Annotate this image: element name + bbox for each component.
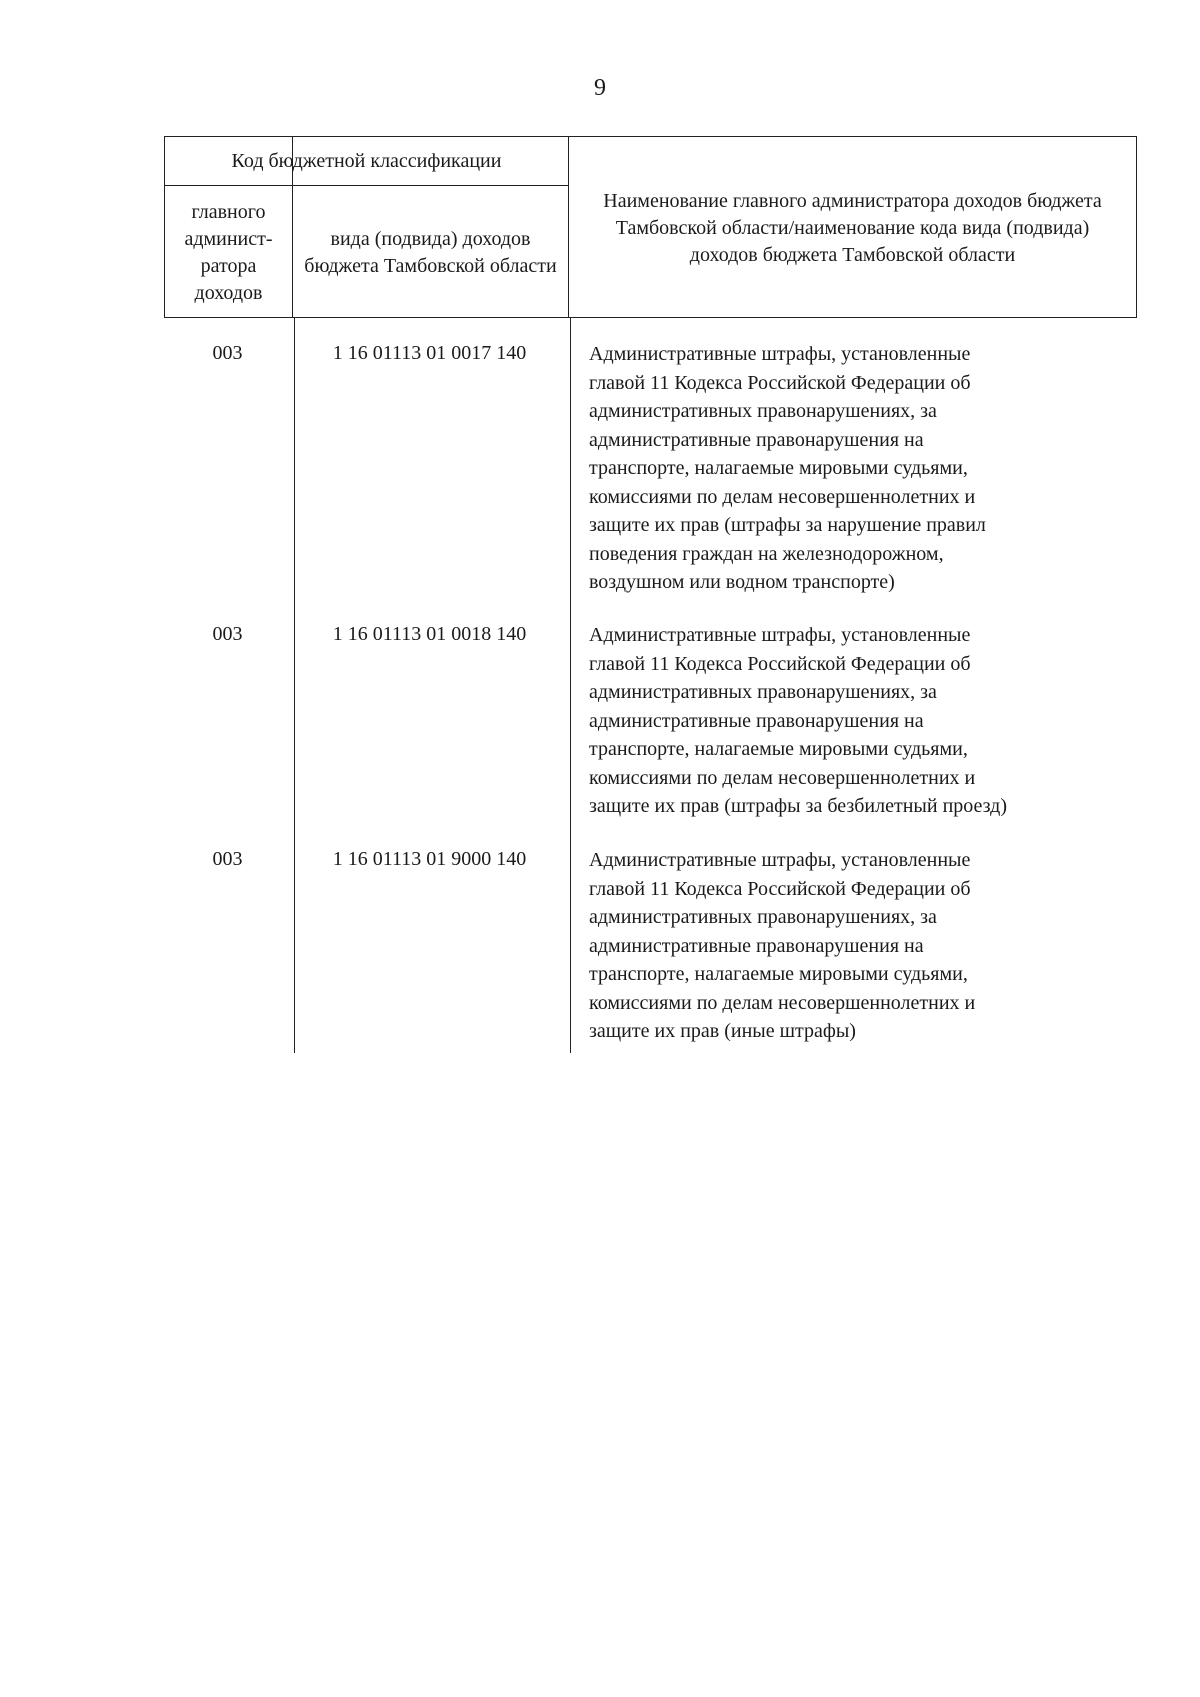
row-kbk-code: 1 16 01113 01 0018 140 (332, 623, 527, 645)
row-admin-code: 003 (212, 342, 243, 364)
row-kbk-code: 1 16 01113 01 0017 140 (332, 342, 527, 364)
row-description: Административные штрафы, установленные главой 11 Кодекса Российской Федерации об административных правонарушениях, за административные правонарушения на транспорте, налагаемые мировыми судьями, комиссиями по делам несовершеннолетних и защите их прав (штрафы за нарушение правил поведения граждан на железнодорожном, воздушном или водном транспорте) (589, 343, 986, 593)
body-divider-2 (570, 318, 571, 1053)
row-admin-code: 003 (212, 623, 243, 645)
header-col-name: Наименование главного администратора доходов бюджета Тамбовской области/наименование кода вида (подвида) доходов бюджета Тамбовской области (603, 189, 1102, 266)
row-admin-code: 003 (212, 848, 243, 870)
header-col-admin-text: главного админист-ратора доходов (184, 200, 273, 304)
row-description: Административные штрафы, установленные главой 11 Кодекса Российской Федерации об административных правонарушениях, за административные правонарушения на транспорте, налагаемые мировыми судьями, комиссиями по делам несовершеннолетних и защите их прав (иные штрафы) (589, 849, 976, 1042)
row-kbk-code: 1 16 01113 01 9000 140 (332, 848, 527, 870)
row-description: Административные штрафы, установленные главой 11 Кодекса Российской Федерации об административных правонарушениях, за административные правонарушения на транспорте, налагаемые мировыми судьями, комиссиями по делам несовершеннолетних и защите их прав (штрафы за безбилетный проезд) (589, 624, 1008, 817)
header-kbk-title: Код бюджетной классификации (231, 149, 502, 172)
body-divider-1 (294, 318, 295, 1053)
page-number: 9 (594, 75, 606, 101)
header-col-admin (165, 186, 292, 319)
header-col-kind: вида (подвида) доходов бюджета Тамбовской области (304, 227, 557, 277)
table-header (164, 136, 1137, 318)
